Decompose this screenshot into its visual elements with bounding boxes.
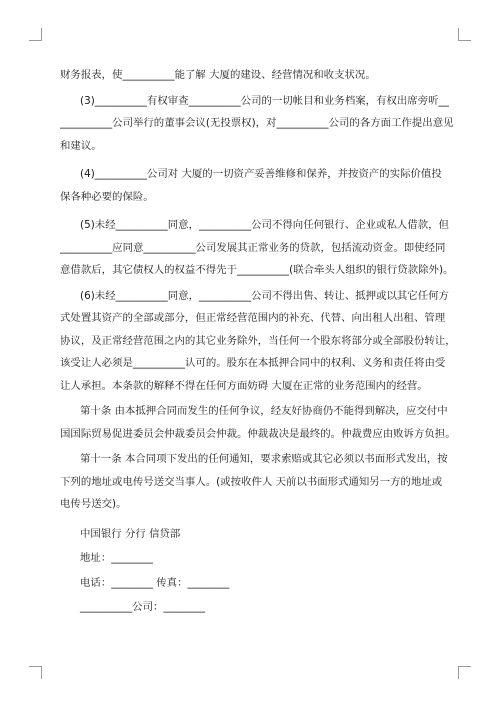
crop-mark-bottom-right (458, 666, 471, 679)
line-1: 财务报表，使__________能了解 大厦的建设、经营情况和收支状况。 (60, 69, 376, 81)
clause-6-line-5: 让人承担。本条款的解释不得在任何方面妨碍 大厦在正常的业务范围内的经营。 (60, 379, 428, 392)
address-line: 地址：________ (80, 552, 153, 564)
clause-3-line-2: __________公司举行的董事会议(无投票权)，对__________公司的各方面工作提出意见 (60, 117, 454, 129)
clause-4-line-1: (4)__________公司对 大厦的一切资产妥善维修和保养，并按资产的实际价值投 (80, 168, 442, 180)
article-11-line-1: 第十一条 本合同项下发出的任何通知，要求索赔或其它必须以书面形式发出，按 (80, 453, 448, 465)
crop-mark-top-right (458, 28, 471, 41)
article-11-line-3: 电传号送交)。 (60, 498, 127, 510)
clause-4-line-2: 保各种必要的保险。 (60, 190, 154, 203)
article-10-line-1: 第十条 由本抵押合同而发生的任何争议，经友好协商仍不能得到解决，应交付中 (80, 405, 448, 417)
company-line: __________公司：________ (80, 601, 206, 613)
phone-fax-line: 电话：________ 传真：________ (80, 576, 230, 589)
document-body (60, 64, 456, 620)
clause-5-line-2: __________应同意__________公司发展其正常业务的贷款，包括流动资金。即使经同 (60, 241, 446, 254)
clause-6-line-3: 协议，及正常经营范围之内的其它业务除外，当任何一个股东将部分或全部股份转让， (60, 334, 456, 347)
clause-5-line-3: 意借款后，其它债权人的权益不得先于__________(联合牵头人组织的银行贷款除外)。 (60, 264, 454, 276)
crop-mark-top-left (29, 28, 42, 41)
clause-3-line-3: 和建议。 (60, 139, 102, 152)
crop-mark-bottom-left (29, 666, 42, 679)
bank-name-line: 中国银行 分行 信贷部 (80, 527, 181, 540)
clause-6-line-4: 该受让人必须是__________认可的。股东在本抵押合同中的权利、义务和责任将由受 (60, 357, 446, 369)
article-11-line-2: 下列的地址或电传号送交当事人。(或按收件人 天前以书面形式通知另一方的地址或 (60, 475, 443, 488)
article-10-line-2: 国国际贸易促进委员会仲裁委员会仲裁。仲裁裁决是最终的。仲裁费应由败诉方负担。 (60, 427, 456, 440)
clause-5-line-1: (5)未经__________同意，__________公司不得向任何银行、企业或私人借款，但 (80, 219, 449, 231)
clause-6-line-2: 式处置其资产的全部或部分，但正常经营范围内的补充、代替、向出租人出租、管理 (60, 312, 446, 324)
clause-6-line-1: (6)未经__________同意，__________公司不得出售、转让、抵押或以其它任何方 (80, 289, 449, 302)
clause-3-line-1: (3)__________有权审查__________公司的一切帐目和业务档案，有权出席旁听__ (80, 94, 449, 107)
